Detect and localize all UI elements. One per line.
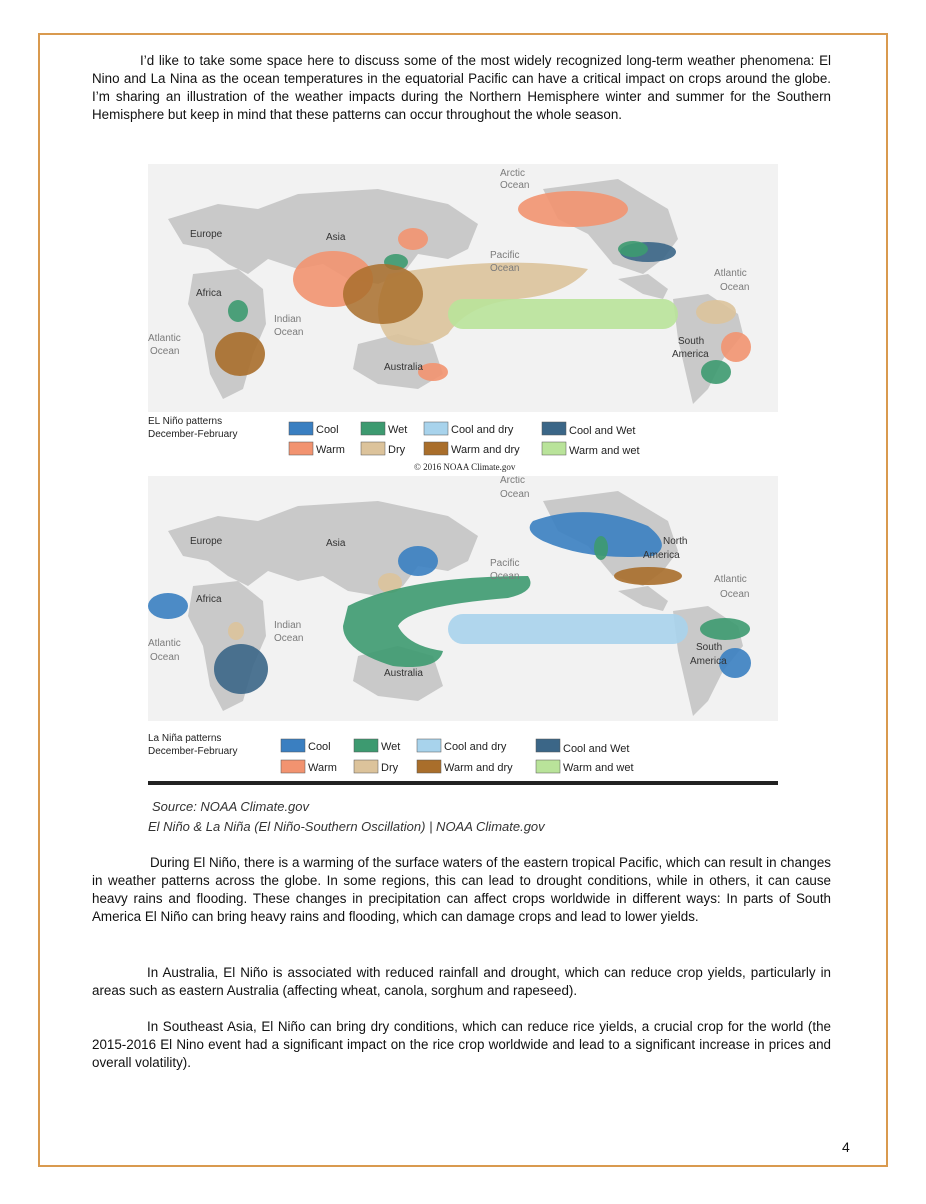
australia-paragraph: [92, 964, 831, 1000]
asia-label: Asia: [326, 232, 346, 243]
africa-label: Africa: [196, 288, 222, 299]
legend-swatch-cool-wet: [536, 739, 560, 752]
legend-swatch-warm-wet: [542, 442, 566, 455]
legend-swatch-warm-wet: [536, 760, 560, 773]
legend-swatch-dry: [354, 760, 378, 773]
atlantic-right-ocean-label: Ocean: [720, 589, 750, 600]
legend-swatch-cool-wet: [542, 422, 566, 435]
legend-swatch-cool-dry: [417, 739, 441, 752]
atlantic-left-ocean-label: Ocean: [150, 346, 180, 357]
arctic-ocean-label: Ocean: [500, 489, 530, 500]
la-nina-caption-line1: La Niña patterns: [148, 733, 222, 744]
europe-label: Europe: [190, 229, 223, 240]
map-bottom-rule: [148, 781, 778, 785]
australia-paragraph-text: In Australia, El Niño is associated with reduced rainfall and drought, which can reduce crop yields, particularly in areas such as eastern Australia (affecting wheat, canola, sorghum and rapeseed).: [92, 965, 831, 998]
legend-swatch-warm: [289, 442, 313, 455]
el-nino-caption-line2: December-February: [148, 429, 238, 440]
legend-label-cool-wet: Cool and Wet: [563, 743, 630, 755]
legend-swatch-wet: [354, 739, 378, 752]
southeast-asia-paragraph: [92, 1018, 831, 1072]
southeast-asia-paragraph-text: In Southeast Asia, El Niño can bring dry conditions, which can reduce rice yields, a crucial crop for the world (the 2015-2016 El Nino event had a significant impact on the rice crop worldwide and lead to a significant increase in prices and overall volatility).: [92, 1019, 831, 1070]
south-america-label: America: [690, 656, 727, 667]
europe-label: Europe: [190, 536, 223, 547]
el-nino-caption-line1: EL Niño patterns: [148, 416, 223, 427]
legend-label-dry: Dry: [381, 762, 399, 774]
el-nino-credit: © 2016 NOAA Climate.gov: [414, 462, 516, 472]
legend-label-warm-wet: Warm and wet: [563, 762, 634, 774]
el-nino-paragraph: [92, 854, 831, 926]
arctic-label: Arctic: [500, 476, 525, 486]
intro-paragraph: [92, 52, 831, 124]
pacific-label: Pacific: [490, 250, 520, 261]
pacific-ocean-label: Ocean: [490, 263, 520, 274]
atlantic-right-label: Atlantic: [714, 574, 747, 585]
legend-label-cool-dry: Cool and dry: [451, 424, 514, 436]
legend-label-warm-dry: Warm and dry: [444, 762, 513, 774]
indian-label: Indian: [274, 620, 302, 631]
indian-ocean-label: Ocean: [274, 633, 304, 644]
legend-swatch-warm-dry: [424, 442, 448, 455]
la-nina-caption-line2: December-February: [148, 746, 238, 757]
pacific-ocean-label: Ocean: [490, 571, 520, 582]
atlantic-left-label: Atlantic: [148, 333, 181, 344]
indian-label: Indian: [274, 314, 302, 325]
arctic-label: Arctic: [500, 168, 525, 179]
south-america-label: America: [672, 349, 709, 360]
legend-swatch-warm-dry: [417, 760, 441, 773]
atlantic-left-ocean-label: Ocean: [150, 652, 180, 663]
legend-swatch-warm: [281, 760, 305, 773]
legend-swatch-cool: [289, 422, 313, 435]
el-nino-paragraph-text: During El Niño, there is a warming of the surface waters of the eastern tropical Pacific, which can result in changes in weather patterns across the globe. In some regions, this can lead to drought conditions, while in others, it can cause heavy rains and flooding. These changes in precipitation can affect crops worldwide in different ways: In parts of South America El Niño can bring heavy rains and flooding, which can damage crops and lead to lower yields.: [92, 855, 831, 924]
north-america-label: America: [643, 550, 680, 561]
legend-label-dry: Dry: [388, 444, 406, 456]
australia-label: Australia: [384, 668, 423, 679]
legend-label-wet: Wet: [388, 424, 408, 436]
source-link[interactable]: El Niño & La Niña (El Niño-Southern Oscillation) | NOAA Climate.gov: [148, 819, 545, 834]
pacific-label: Pacific: [490, 558, 520, 569]
page-number: 4: [842, 1139, 850, 1155]
legend-swatch-dry: [361, 442, 385, 455]
arctic-ocean-label: Ocean: [500, 180, 530, 191]
australia-label: Australia: [384, 362, 423, 373]
legend-label-warm: Warm: [316, 444, 345, 456]
atlantic-left-label: Atlantic: [148, 638, 181, 649]
legend-swatch-wet: [361, 422, 385, 435]
africa-label: Africa: [196, 594, 222, 605]
atlantic-right-label: Atlantic: [714, 268, 747, 279]
asia-label: Asia: [326, 538, 346, 549]
south-label: South: [678, 336, 705, 347]
north-label: North: [663, 536, 688, 547]
legend-label-wet: Wet: [381, 741, 401, 753]
legend-label-warm-dry: Warm and dry: [451, 444, 520, 456]
legend-label-warm: Warm: [308, 762, 337, 774]
legend-swatch-cool: [281, 739, 305, 752]
atlantic-right-ocean-label: Ocean: [720, 282, 750, 293]
legend-label-warm-wet: Warm and wet: [569, 445, 640, 457]
legend-swatch-cool-dry: [424, 422, 448, 435]
south-label: South: [696, 642, 723, 653]
source-line: Source: NOAA Climate.gov: [152, 799, 310, 814]
legend-label-cool: Cool: [316, 424, 339, 436]
legend-label-cool-wet: Cool and Wet: [569, 425, 636, 437]
el-nino-map: [148, 164, 778, 477]
indian-ocean-label: Ocean: [274, 327, 304, 338]
legend-label-cool-dry: Cool and dry: [444, 741, 507, 753]
intro-paragraph-text: I’d like to take some space here to discuss some of the most widely recognized long-term weather phenomena: El Nino and La Nina as the ocean temperatures in the equatorial Pacific can have a critical impact on crops around the globe. I’m sharing an illustration of the weather impacts during the Northern Hemisphere winter and summer for the Southern Hemisphere but keep in mind that these patterns can occur throughout the whole season.: [92, 53, 831, 122]
la-nina-map: [148, 476, 778, 786]
legend-label-cool: Cool: [308, 741, 331, 753]
